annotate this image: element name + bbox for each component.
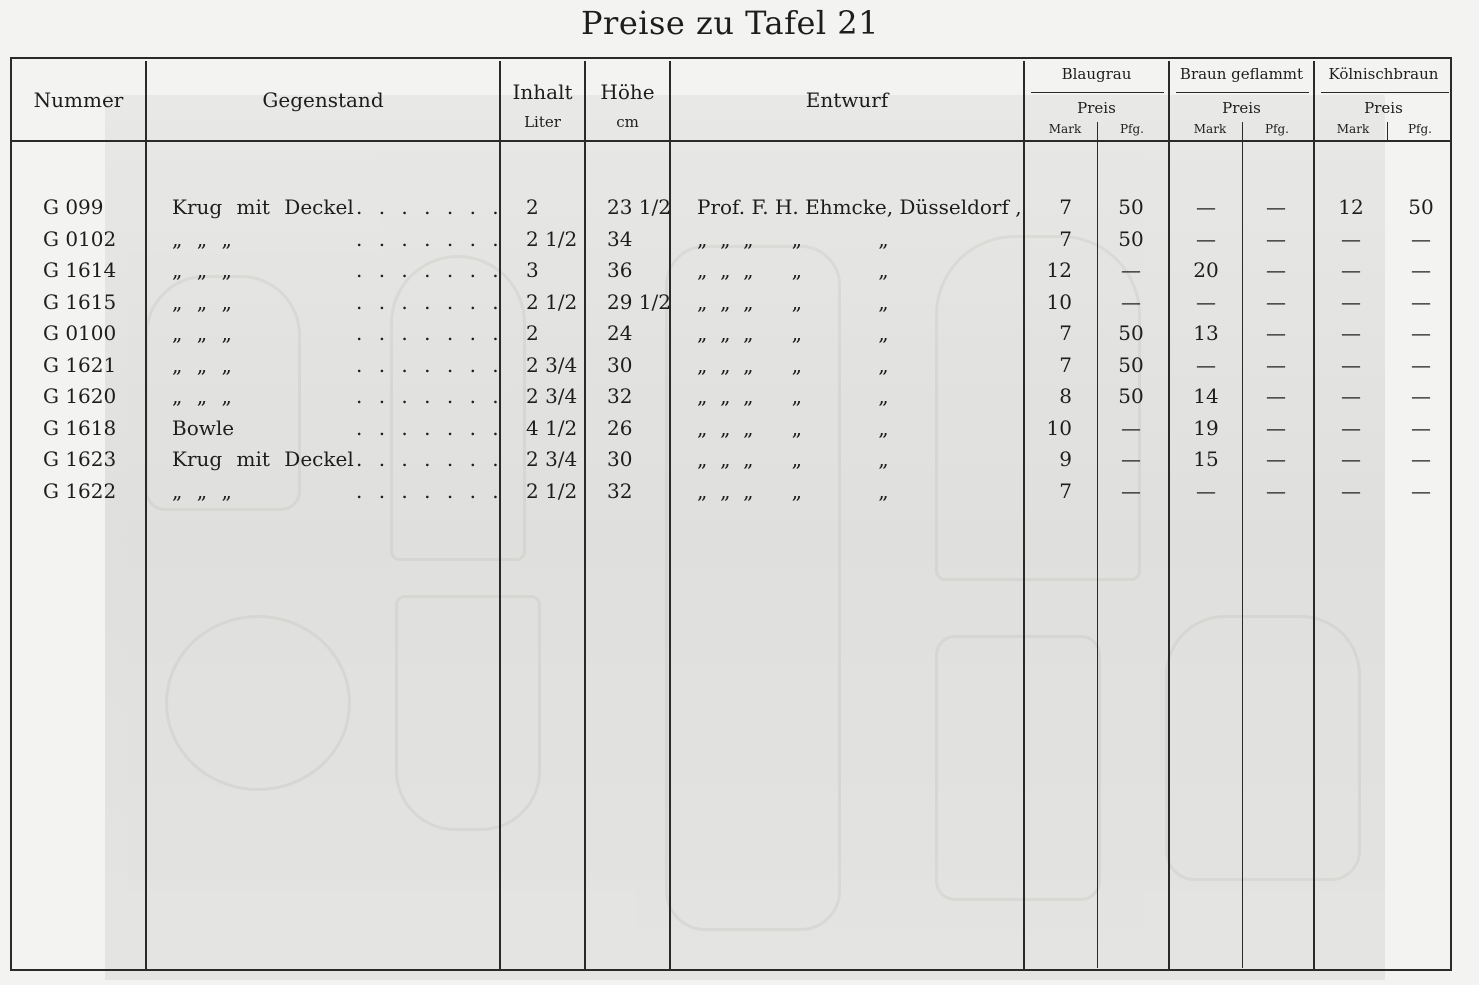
cell-braun-pfg: —	[1266, 415, 1286, 440]
cell-braun-mark: —	[1196, 226, 1216, 251]
cell-inhalt: 2 3/4	[526, 384, 578, 408]
header-entwurf: Entwurf	[805, 88, 889, 112]
cell-koelnisch-mark: —	[1341, 415, 1361, 440]
cell-hoehe: 24	[607, 321, 633, 345]
cell-koelnisch-mark: —	[1341, 321, 1361, 345]
cell-koelnisch-pfg: —	[1411, 384, 1431, 408]
column-rule	[145, 61, 147, 969]
cell-braun-pfg: —	[1266, 258, 1286, 282]
cell-inhalt: 2	[526, 195, 539, 219]
subcolumn-rule	[1242, 122, 1243, 968]
cell-nummer: G 1621	[43, 352, 117, 377]
cell-inhalt: 4 1/2	[526, 415, 578, 440]
leader-dots: . . . . . . .	[356, 195, 504, 219]
cell-hoehe: 23 1/2	[607, 195, 671, 219]
cell-braun-mark: —	[1196, 352, 1216, 377]
header-inhalt-unit: Liter	[524, 113, 561, 131]
cell-gegenstand: „ „ „	[172, 384, 232, 408]
cell-braun-pfg: —	[1266, 195, 1286, 219]
cell-blaugrau-pfg: 50	[1118, 195, 1144, 219]
cell-koelnisch-mark: 12	[1338, 195, 1364, 219]
cell-blaugrau-mark: 7	[1059, 195, 1072, 219]
cell-entwurf: „ „ „ „ „	[697, 258, 889, 282]
cell-braun-pfg: —	[1266, 447, 1286, 471]
group-rule	[1031, 92, 1164, 93]
cell-hoehe: 30	[607, 447, 633, 471]
cell-entwurf: „ „ „ „ „	[697, 415, 889, 440]
cell-entwurf: „ „ „ „ „	[697, 289, 889, 314]
cell-inhalt: 2 1/2	[526, 478, 578, 503]
cell-braun-mark: 13	[1193, 321, 1219, 345]
cell-koelnisch-pfg: —	[1411, 478, 1431, 503]
cell-entwurf: „ „ „ „ „	[697, 321, 889, 345]
cell-koelnisch-mark: —	[1341, 447, 1361, 471]
leader-dots: . . . . . . .	[356, 258, 504, 282]
cell-koelnisch-pfg: —	[1411, 258, 1431, 282]
header-braun-geflammt: Braun geflammt	[1179, 65, 1304, 83]
cell-braun-pfg: —	[1266, 226, 1286, 251]
cell-inhalt: 2 1/2	[526, 226, 578, 251]
column-rule	[1313, 61, 1315, 969]
cell-blaugrau-pfg: 50	[1118, 384, 1144, 408]
cell-koelnisch-pfg: —	[1411, 352, 1431, 377]
cell-nummer: G 0102	[43, 226, 117, 251]
cell-koelnisch-mark: —	[1341, 289, 1361, 314]
cell-blaugrau-mark: 7	[1059, 321, 1072, 345]
header-pfg: Pfg.	[1407, 122, 1432, 136]
cell-braun-mark: —	[1196, 289, 1216, 314]
cell-hoehe: 26	[607, 415, 633, 440]
header-preis: Preis	[1222, 99, 1261, 117]
cell-koelnisch-pfg: —	[1411, 447, 1431, 471]
cell-koelnisch-pfg: —	[1411, 226, 1431, 251]
header-pfg: Pfg.	[1119, 122, 1144, 136]
cell-blaugrau-mark: 8	[1059, 384, 1072, 408]
header-hoehe: Höhe	[600, 80, 655, 104]
cell-nummer: G 1620	[43, 384, 117, 408]
cell-hoehe: 32	[607, 478, 633, 503]
cell-nummer: G 099	[43, 195, 104, 219]
cell-nummer: G 1614	[43, 258, 117, 282]
cell-blaugrau-mark: 9	[1059, 447, 1072, 471]
cell-hoehe: 30	[607, 352, 633, 377]
cell-blaugrau-pfg: —	[1121, 289, 1141, 314]
subcolumn-rule	[1387, 122, 1388, 140]
cell-blaugrau-mark: 7	[1059, 226, 1072, 251]
cell-entwurf: „ „ „ „ „	[697, 352, 889, 377]
cell-hoehe: 34	[607, 226, 633, 251]
leader-dots: . . . . . . .	[356, 289, 504, 314]
cell-braun-pfg: —	[1266, 321, 1286, 345]
cell-gegenstand: „ „ „	[172, 478, 232, 503]
cell-koelnisch-pfg: —	[1411, 289, 1431, 314]
cell-gegenstand: Krug mit Deckel	[172, 195, 354, 219]
cell-inhalt: 2 3/4	[526, 447, 578, 471]
cell-nummer: G 0100	[43, 321, 117, 345]
cell-koelnisch-pfg: 50	[1408, 195, 1434, 219]
cell-braun-mark: —	[1196, 478, 1216, 503]
cell-entwurf: „ „ „ „ „	[697, 478, 889, 503]
leader-dots: . . . . . . .	[356, 384, 504, 408]
header-mark: Mark	[1193, 122, 1227, 136]
cell-blaugrau-pfg: —	[1121, 478, 1141, 503]
header-koelnischbraun: Kölnischbraun	[1328, 65, 1439, 83]
cell-hoehe: 32	[607, 384, 633, 408]
cell-blaugrau-pfg: 50	[1118, 352, 1144, 377]
header-mark: Mark	[1048, 122, 1082, 136]
header-inhalt: Inhalt	[512, 80, 573, 104]
cell-blaugrau-pfg: 50	[1118, 226, 1144, 251]
column-rule	[584, 61, 586, 969]
cell-koelnisch-mark: —	[1341, 226, 1361, 251]
cell-entwurf: Prof. F. H. Ehmcke, Düsseldorf ,	[697, 195, 1022, 219]
header-pfg: Pfg.	[1264, 122, 1289, 136]
cell-braun-mark: 15	[1193, 447, 1219, 471]
cell-koelnisch-mark: —	[1341, 352, 1361, 377]
cell-inhalt: 3	[526, 258, 539, 282]
cell-braun-mark: 14	[1193, 384, 1219, 408]
cell-blaugrau-pfg: —	[1121, 415, 1141, 440]
cell-koelnisch-pfg: —	[1411, 415, 1431, 440]
header-nummer: Nummer	[33, 88, 124, 112]
group-rule	[1321, 92, 1449, 93]
header-mark: Mark	[1336, 122, 1370, 136]
leader-dots: . . . . . . .	[356, 226, 504, 251]
cell-blaugrau-pfg: —	[1121, 258, 1141, 282]
cell-nummer: G 1618	[43, 415, 117, 440]
cell-gegenstand: „ „ „	[172, 226, 232, 251]
header-hoehe-unit: cm	[616, 113, 639, 131]
cell-braun-mark: —	[1196, 195, 1216, 219]
header-gegenstand: Gegenstand	[262, 88, 384, 112]
cell-gegenstand: „ „ „	[172, 289, 232, 314]
cell-braun-pfg: —	[1266, 478, 1286, 503]
cell-blaugrau-mark: 10	[1046, 289, 1072, 314]
cell-blaugrau-mark: 10	[1046, 415, 1072, 440]
cell-blaugrau-mark: 7	[1059, 352, 1072, 377]
header-preis: Preis	[1077, 99, 1116, 117]
cell-entwurf: „ „ „ „ „	[697, 226, 889, 251]
cell-entwurf: „ „ „ „ „	[697, 447, 889, 471]
leader-dots: . . . . . . .	[356, 321, 504, 345]
cell-gegenstand: Krug mit Deckel	[172, 447, 354, 471]
cell-inhalt: 2 1/2	[526, 289, 578, 314]
cell-nummer: G 1615	[43, 289, 117, 314]
cell-nummer: G 1623	[43, 447, 117, 471]
cell-gegenstand: „ „ „	[172, 352, 232, 377]
cell-blaugrau-pfg: 50	[1118, 321, 1144, 345]
cell-braun-pfg: —	[1266, 289, 1286, 314]
cell-hoehe: 36	[607, 258, 633, 282]
header-rule	[12, 140, 1450, 142]
cell-nummer: G 1622	[43, 478, 117, 503]
column-rule	[1168, 61, 1170, 969]
leader-dots: . . . . . . .	[356, 415, 504, 440]
leader-dots: . . . . . . .	[356, 447, 504, 471]
cell-gegenstand: Bowle	[172, 415, 235, 440]
header-blaugrau: Blaugrau	[1061, 65, 1132, 83]
cell-blaugrau-mark: 7	[1059, 478, 1072, 503]
leader-dots: . . . . . . .	[356, 352, 504, 377]
cell-braun-pfg: —	[1266, 352, 1286, 377]
cell-blaugrau-pfg: —	[1121, 447, 1141, 471]
cell-koelnisch-mark: —	[1341, 258, 1361, 282]
cell-braun-mark: 20	[1193, 258, 1219, 282]
group-rule	[1176, 92, 1309, 93]
cell-inhalt: 2	[526, 321, 539, 345]
leader-dots: . . . . . . .	[356, 478, 504, 503]
cell-koelnisch-mark: —	[1341, 384, 1361, 408]
cell-koelnisch-pfg: —	[1411, 321, 1431, 345]
column-rule	[1023, 61, 1025, 969]
cell-braun-mark: 19	[1193, 415, 1219, 440]
cell-entwurf: „ „ „ „ „	[697, 384, 889, 408]
cell-inhalt: 2 3/4	[526, 352, 578, 377]
subcolumn-rule	[1097, 122, 1098, 968]
cell-hoehe: 29 1/2	[607, 289, 671, 314]
cell-braun-pfg: —	[1266, 384, 1286, 408]
cell-koelnisch-mark: —	[1341, 478, 1361, 503]
cell-gegenstand: „ „ „	[172, 321, 232, 345]
cell-gegenstand: „ „ „	[172, 258, 232, 282]
page-title: Preise zu Tafel 21	[580, 4, 879, 42]
header-preis: Preis	[1364, 99, 1403, 117]
cell-blaugrau-mark: 12	[1046, 258, 1072, 282]
